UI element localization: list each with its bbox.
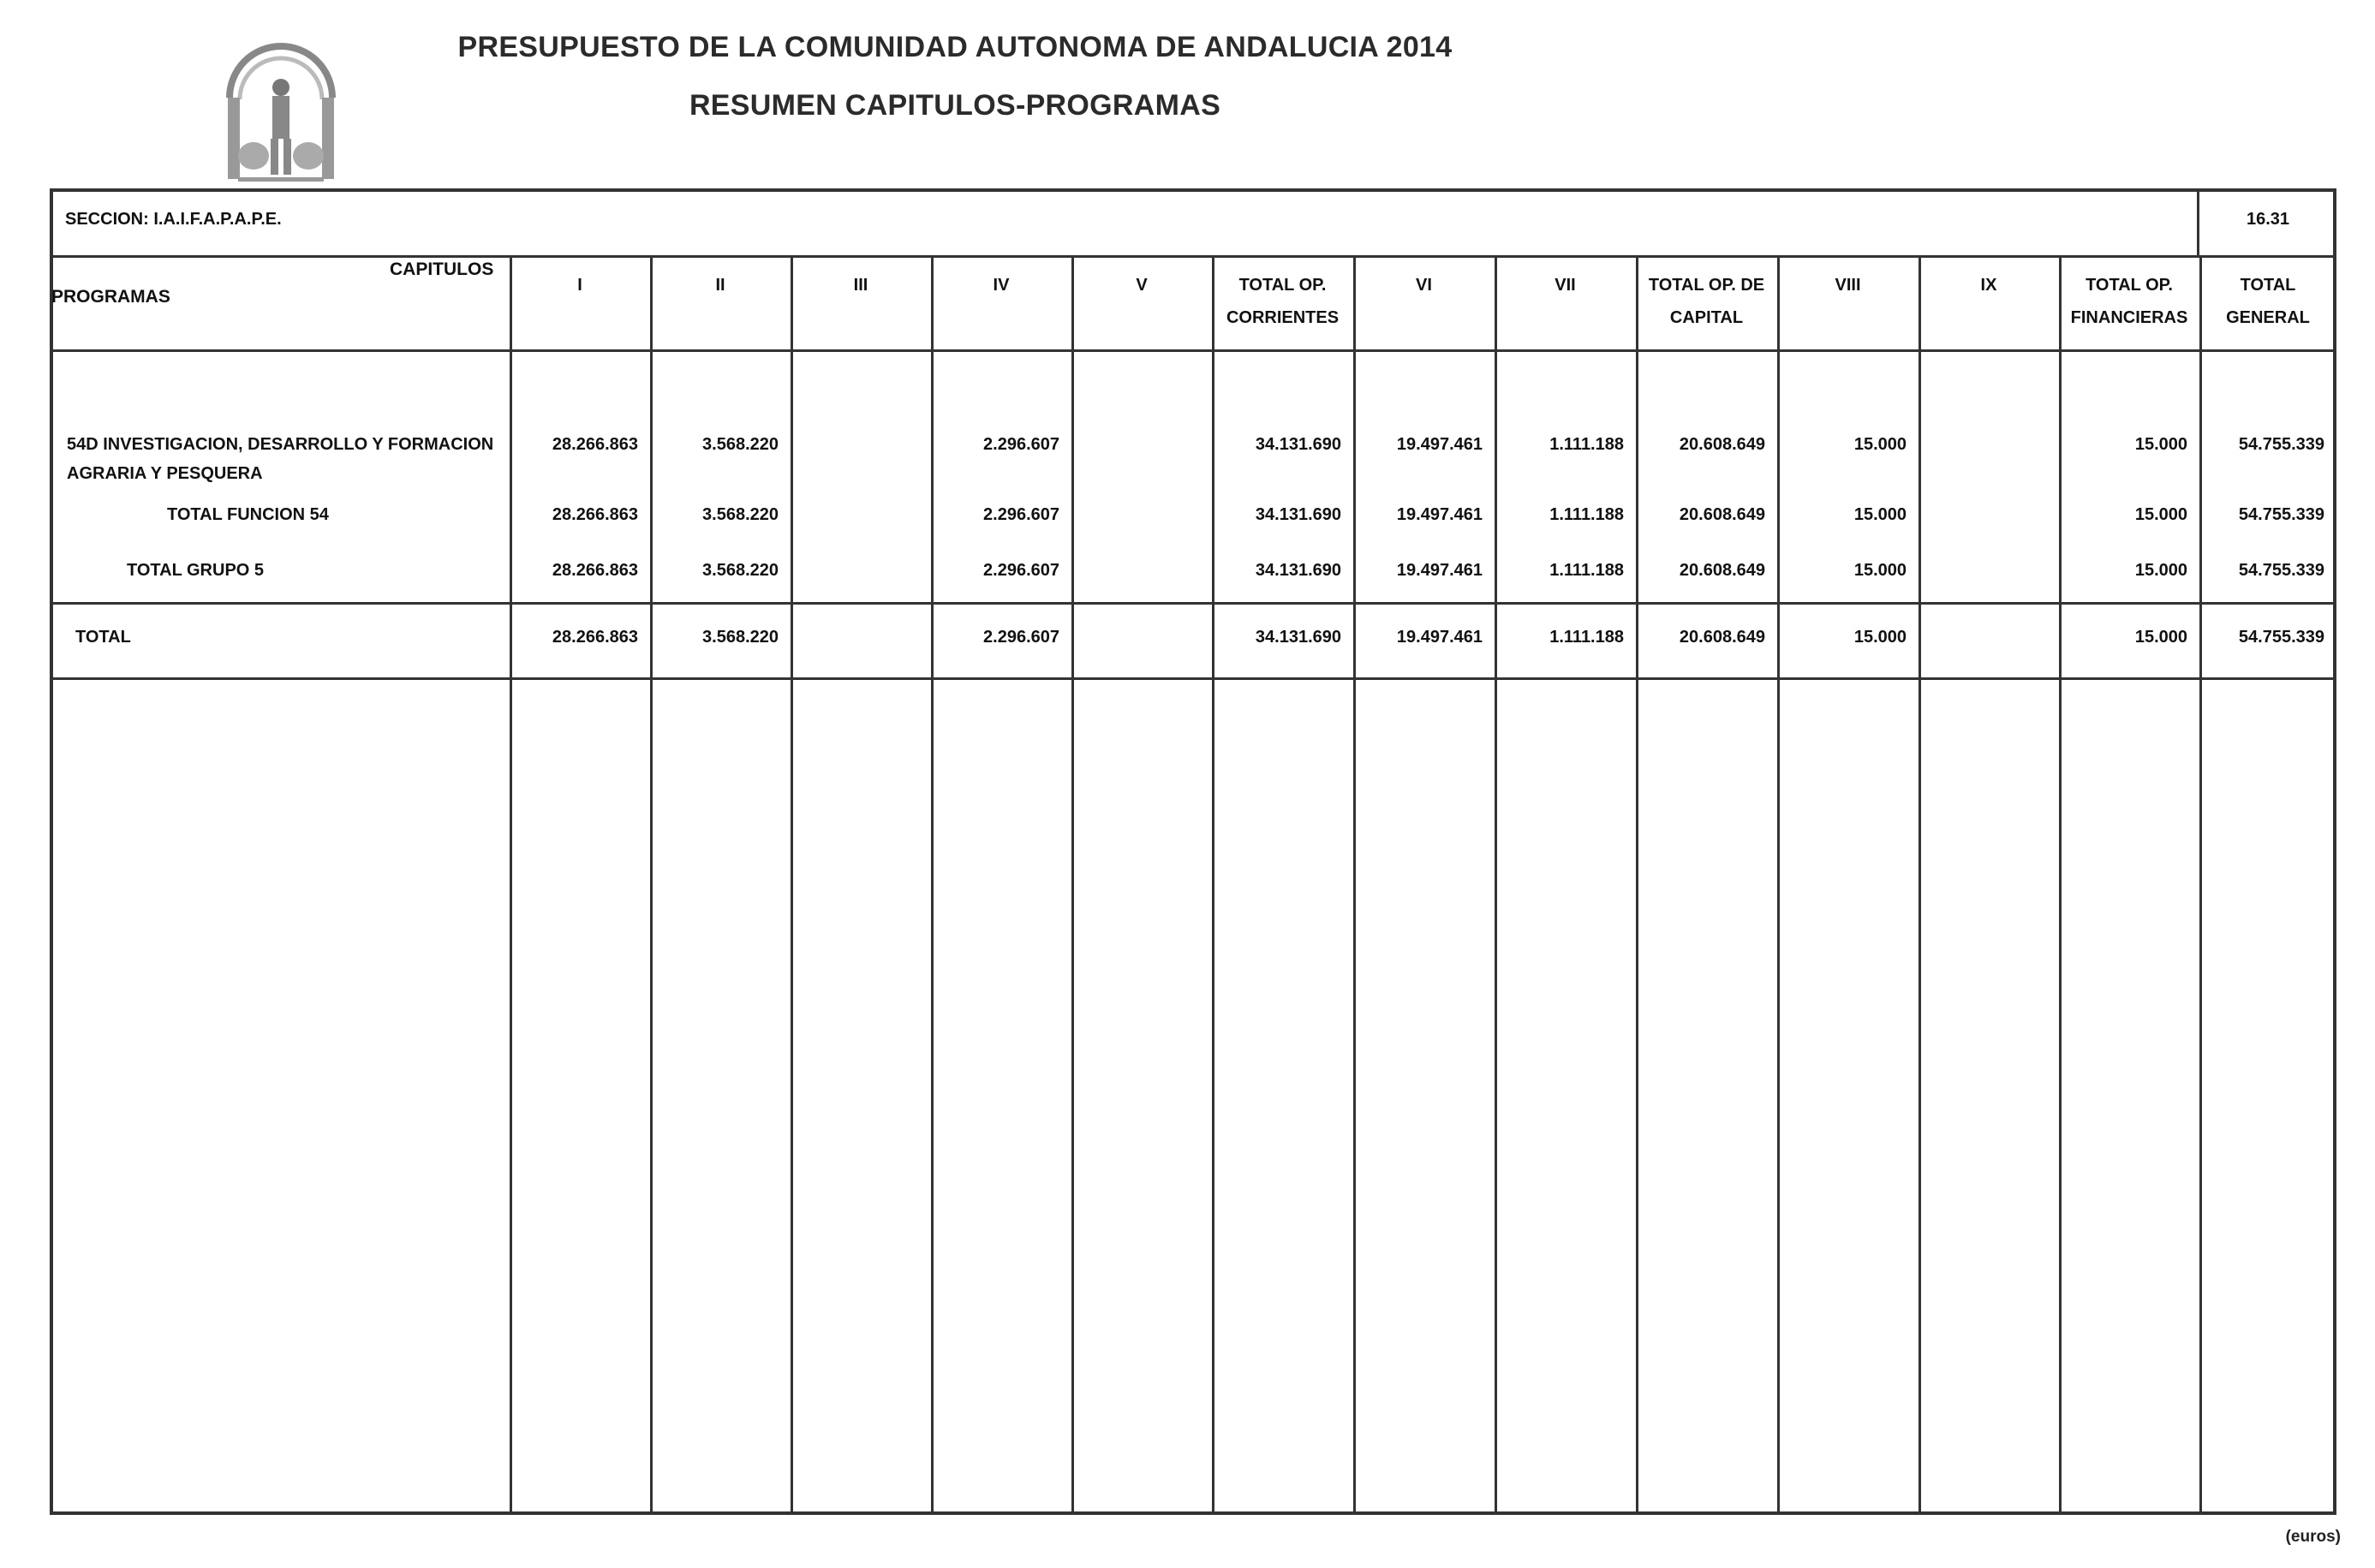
- column-header-6-line-1: TOTAL OP.: [1238, 276, 1327, 295]
- row-label: TOTAL FUNCION 54: [167, 505, 329, 524]
- cell-value: 15.000: [2134, 505, 2187, 524]
- cell-value: 1.111.188: [1549, 628, 1624, 647]
- cell-value: 34.131.690: [1255, 628, 1341, 647]
- programas-header: PROGRAMAS: [51, 287, 170, 307]
- column-header-5-line-1: V: [1136, 276, 1148, 295]
- column-header-9-line-1: TOTAL OP. DE: [1648, 276, 1765, 295]
- cell-value: 3.568.220: [702, 561, 779, 580]
- cell-value: 15.000: [1853, 435, 1907, 454]
- cell-value: 15.000: [1853, 628, 1907, 647]
- cell-value: 19.497.461: [1396, 435, 1483, 454]
- capitulos-header: CAPITULOS: [390, 259, 494, 279]
- cell-value: 3.568.220: [702, 628, 779, 647]
- cell-value: 1.111.188: [1549, 505, 1624, 524]
- column-divider: [1918, 255, 1921, 1515]
- cell-value: 34.131.690: [1255, 561, 1341, 580]
- cell-value: 2.296.607: [983, 628, 1059, 647]
- cell-value: 15.000: [2134, 435, 2187, 454]
- currency-unit-note: (euros): [2285, 1528, 2341, 1546]
- column-header-12-line-2: FINANCIERAS: [2070, 308, 2188, 327]
- cell-value: 1.111.188: [1549, 561, 1624, 580]
- cell-value: 2.296.607: [983, 435, 1059, 454]
- cell-value: 15.000: [1853, 505, 1907, 524]
- column-header-10-line-1: VIII: [1835, 276, 1861, 295]
- cell-value: 19.497.461: [1396, 505, 1483, 524]
- cell-value: 3.568.220: [702, 435, 779, 454]
- cell-value: 19.497.461: [1396, 628, 1483, 647]
- cell-value: 20.608.649: [1679, 505, 1765, 524]
- section-label: SECCION: I.A.I.F.A.P.A.P.E.: [65, 210, 282, 229]
- column-header-4-line-1: IV: [993, 276, 1010, 295]
- cell-value: 28.266.863: [552, 435, 638, 454]
- cell-value: 15.000: [2134, 561, 2187, 580]
- column-header-3-line-1: III: [853, 276, 868, 295]
- row-label: AGRARIA Y PESQUERA: [67, 464, 263, 483]
- row-label: TOTAL GRUPO 5: [127, 561, 265, 580]
- column-header-6-line-2: CORRIENTES: [1226, 308, 1340, 327]
- cell-value: 15.000: [2134, 628, 2187, 647]
- cell-value: 28.266.863: [552, 505, 638, 524]
- column-header-2-line-1: II: [715, 276, 725, 295]
- document-subtitle: RESUMEN CAPITULOS-PROGRAMAS: [689, 89, 1221, 122]
- cell-value: 2.296.607: [983, 505, 1059, 524]
- column-header-7-line-1: VI: [1416, 276, 1432, 295]
- column-header-8-line-1: VII: [1554, 276, 1576, 295]
- rule-total: [50, 602, 2336, 605]
- column-header-12-line-1: TOTAL OP.: [2086, 276, 2173, 295]
- document-title: PRESUPUESTO DE LA COMUNIDAD AUTONOMA DE ANDALUCIA 2014: [457, 31, 1453, 63]
- cell-value: 20.608.649: [1679, 628, 1765, 647]
- budget-table-frame: [50, 188, 2336, 1515]
- row-label: TOTAL: [75, 628, 131, 647]
- column-divider: [791, 255, 793, 1515]
- cell-value: 19.497.461: [1396, 561, 1483, 580]
- cell-value: 34.131.690: [1255, 435, 1341, 454]
- cell-value: 34.131.690: [1255, 505, 1341, 524]
- section-code: 16.31: [2246, 210, 2290, 229]
- cell-value: 28.266.863: [552, 628, 638, 647]
- cell-value: 54.755.339: [2238, 435, 2324, 454]
- cell-value: 15.000: [1853, 561, 1907, 580]
- cell-value: 1.111.188: [1549, 435, 1624, 454]
- column-header-1-line-1: I: [577, 276, 582, 295]
- column-header-13-line-1: TOTAL: [2240, 276, 2296, 295]
- column-header-11-line-1: IX: [1980, 276, 1997, 295]
- cell-value: 54.755.339: [2238, 628, 2324, 647]
- rule-section: [50, 255, 2336, 258]
- cell-value: 54.755.339: [2238, 505, 2324, 524]
- column-header-9-line-2: CAPITAL: [1669, 308, 1744, 327]
- rule-header: [50, 349, 2336, 352]
- cell-value: 28.266.863: [552, 561, 638, 580]
- rule-end: [50, 677, 2336, 680]
- cell-value: 54.755.339: [2238, 561, 2324, 580]
- cell-value: 20.608.649: [1679, 561, 1765, 580]
- cell-value: 3.568.220: [702, 505, 779, 524]
- column-divider: [1071, 255, 1074, 1515]
- cell-value: 2.296.607: [983, 561, 1059, 580]
- row-label: 54D INVESTIGACION, DESARROLLO Y FORMACION: [67, 435, 494, 454]
- column-header-13-line-2: GENERAL: [2226, 308, 2310, 327]
- cell-value: 20.608.649: [1679, 435, 1765, 454]
